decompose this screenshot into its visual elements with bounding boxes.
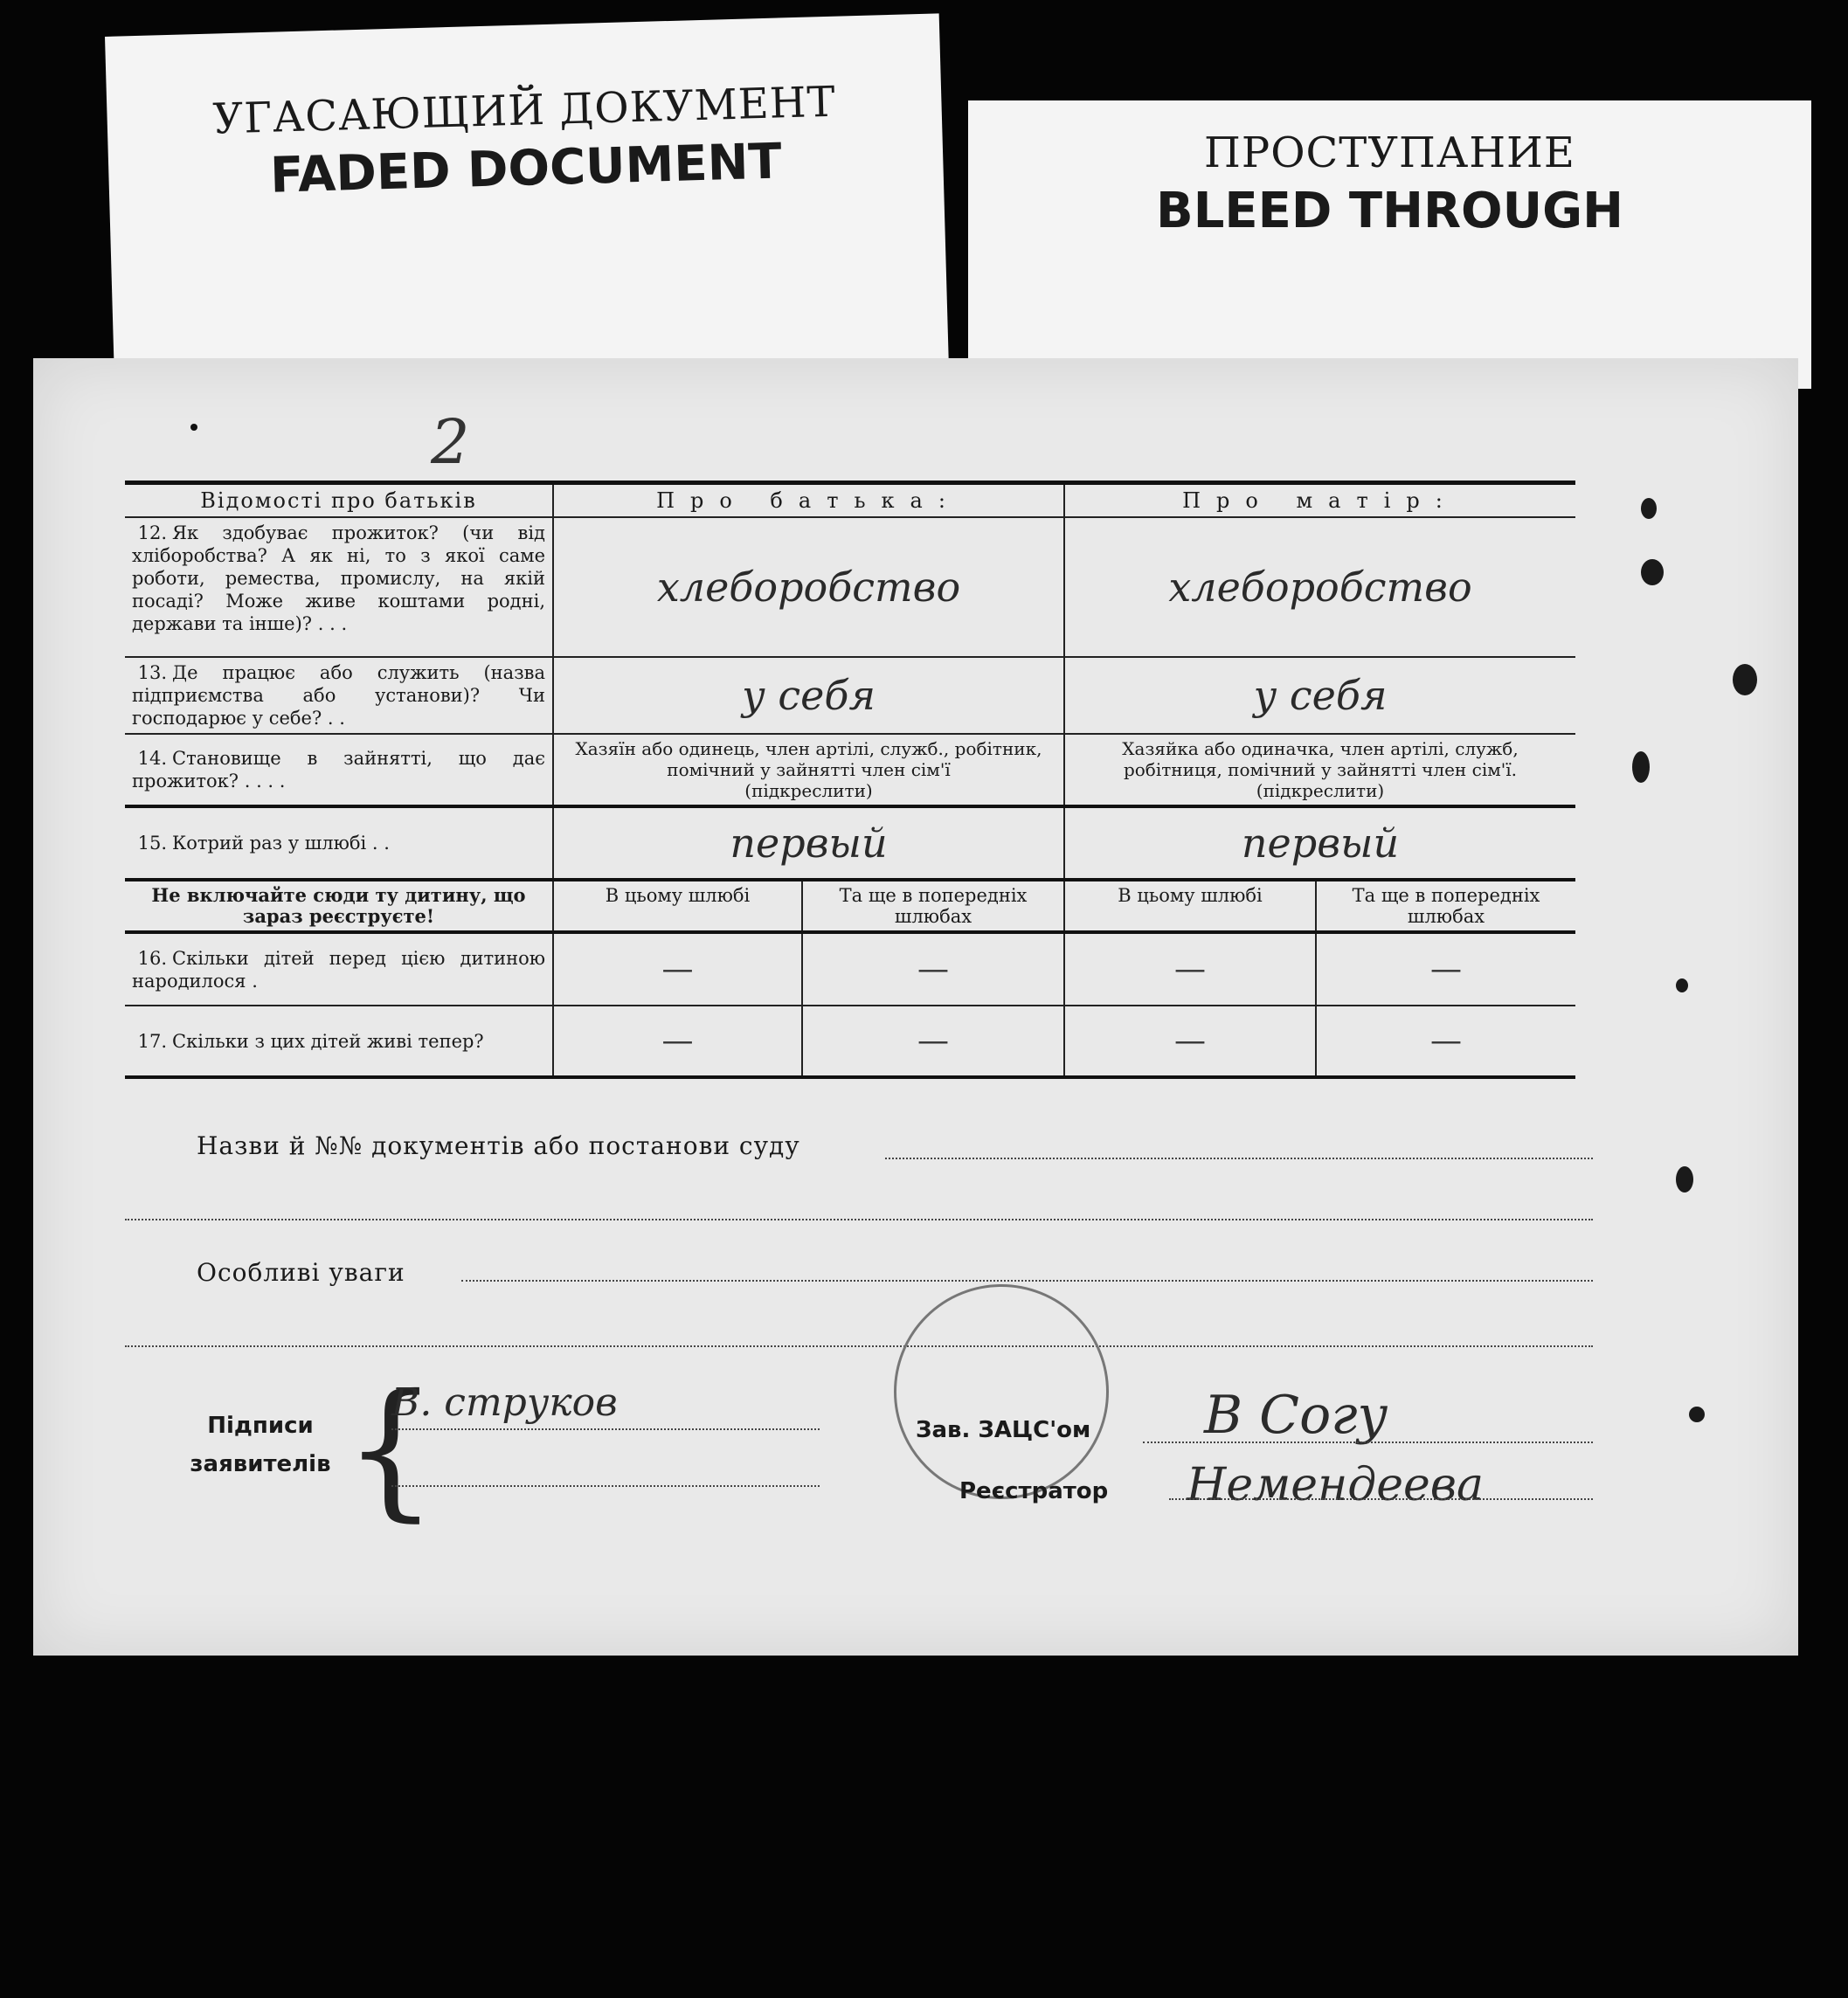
options-text: Хазяйка або одиначка, член артілі, служб, робітниця, помічний у зайнятті член сім'ї. <box>1122 738 1519 780</box>
row-number: 16. <box>137 947 167 969</box>
question-cell <box>125 517 553 657</box>
row-number: 17. <box>137 1030 167 1052</box>
question-cell <box>125 806 553 880</box>
question-text: Скільки з цих дітей живі тепер? <box>172 1030 484 1052</box>
question-cell <box>125 734 553 806</box>
table-row <box>125 657 1575 734</box>
value-cell: — <box>802 1006 1064 1077</box>
head-signature: В Согу <box>1204 1385 1388 1446</box>
punch-hole <box>1676 978 1688 992</box>
row-number: 14. <box>137 748 167 769</box>
punch-hole <box>1632 751 1650 783</box>
remarks-line <box>461 1280 1593 1282</box>
faded-document-card <box>105 13 949 386</box>
head-signature-line <box>1143 1441 1593 1443</box>
applicant-signature: В. струков <box>391 1380 618 1425</box>
remarks-label: Особливі уваги <box>197 1258 405 1287</box>
faded-label-en: FADED DOCUMENT <box>269 133 783 204</box>
col-previous-marriages-father: Та ще в попередніх шлюбах <box>802 880 1064 932</box>
father-options <box>553 734 1064 806</box>
options-text: Хазяїн або одинець, член артілі, служб., робітник, помічний у зайнятті член сім'ї <box>575 738 1042 780</box>
value-cell: — <box>1316 1006 1575 1077</box>
table-row <box>125 806 1575 880</box>
bleed-label-ru: ПРОСТУПАНИЕ <box>1204 128 1575 177</box>
question-text: Котрий раз у шлюбі . . <box>172 833 390 854</box>
question-text: Де працює або служить (назва підприємства або установи)? Чи господарює у себе? . . <box>132 662 545 729</box>
question-cell <box>125 1006 553 1077</box>
signature-line <box>391 1428 820 1430</box>
mother-answer: хлеборобство <box>1064 517 1575 657</box>
value-cell: — <box>553 1006 802 1077</box>
parents-info-table <box>125 480 1575 1079</box>
father-answer: хлеборобство <box>553 517 1064 657</box>
question-text: Як здобуває прожиток? (чи від хліборобства? А як ні, то з якої саме роботи, ремества, промислу, на якій посаді? Може живе коштами родні, держави та інше)? . . . <box>132 522 545 634</box>
table-header-row <box>125 483 1575 518</box>
bleed-through-card <box>968 100 1811 389</box>
registrar-label: Реєстратор <box>959 1478 1109 1504</box>
documents-label: Назви й №№ документів або постанови суду <box>197 1131 800 1160</box>
document-sheet <box>33 358 1798 1656</box>
bleed-label-en: BLEED THROUGH <box>1156 183 1623 239</box>
row-number: 12. <box>137 522 167 543</box>
table-subheader-row <box>125 880 1575 932</box>
table-row <box>125 517 1575 657</box>
value-cell: — <box>1064 932 1316 1006</box>
punch-hole <box>1689 1407 1705 1422</box>
col-previous-marriages-mother: Та ще в попередніх шлюбах <box>1316 880 1575 932</box>
row-number: 13. <box>137 662 167 683</box>
underline-note: (підкреслити) <box>1256 780 1385 801</box>
applicants-signature-label: Підписи заявителів <box>190 1413 331 1477</box>
header-label: Відомості про батьків <box>200 488 477 513</box>
exclusion-note: Не включайте сюди ту дитину, що зараз реєструєте! <box>151 884 526 927</box>
registrar-signature-line <box>1169 1498 1593 1500</box>
page-number: 2 <box>431 406 470 478</box>
punch-hole <box>1641 559 1664 585</box>
punch-hole <box>1733 664 1757 695</box>
documents-line-2 <box>125 1219 1593 1220</box>
signature-line-2 <box>391 1485 820 1487</box>
underline-note: (підкреслити) <box>744 780 873 801</box>
header-mother: Про матір: <box>1064 483 1575 518</box>
question-cell <box>125 657 553 734</box>
row-number: 15. <box>137 833 167 854</box>
value-cell: — <box>1316 932 1575 1006</box>
faded-label-ru: УГАСАЮЩИЙ ДОКУМЕНТ <box>211 77 837 144</box>
documents-line <box>885 1158 1593 1159</box>
value-cell: — <box>1064 1006 1316 1077</box>
mother-answer: первый <box>1064 806 1575 880</box>
question-text: Становище в зайнятті, що дає прожиток? . . . . <box>132 748 545 792</box>
head-zags-label: Зав. ЗАЦС'ом <box>916 1417 1091 1443</box>
registrar-signature: Немендеева <box>1187 1459 1485 1511</box>
table-row <box>125 932 1575 1006</box>
mother-options <box>1064 734 1575 806</box>
value-cell: — <box>802 932 1064 1006</box>
question-text: Скільки дітей перед цією дитиною народилося . <box>132 947 545 992</box>
table-row <box>125 1006 1575 1077</box>
col-current-marriage-mother: В цьому шлюбі <box>1064 880 1316 932</box>
value-cell: — <box>553 932 802 1006</box>
header-father: Про батька: <box>553 483 1064 518</box>
punch-hole <box>1676 1166 1693 1193</box>
official-stamp <box>894 1284 1109 1499</box>
remarks-line-2 <box>125 1345 1593 1347</box>
ink-dot <box>190 424 197 431</box>
father-answer: у себя <box>553 657 1064 734</box>
brace: { <box>343 1363 439 1536</box>
col-current-marriage-father: В цьому шлюбі <box>553 880 802 932</box>
table-row <box>125 734 1575 806</box>
mother-answer: у себя <box>1064 657 1575 734</box>
question-cell <box>125 932 553 1006</box>
punch-hole <box>1641 498 1657 519</box>
father-answer: первый <box>553 806 1064 880</box>
